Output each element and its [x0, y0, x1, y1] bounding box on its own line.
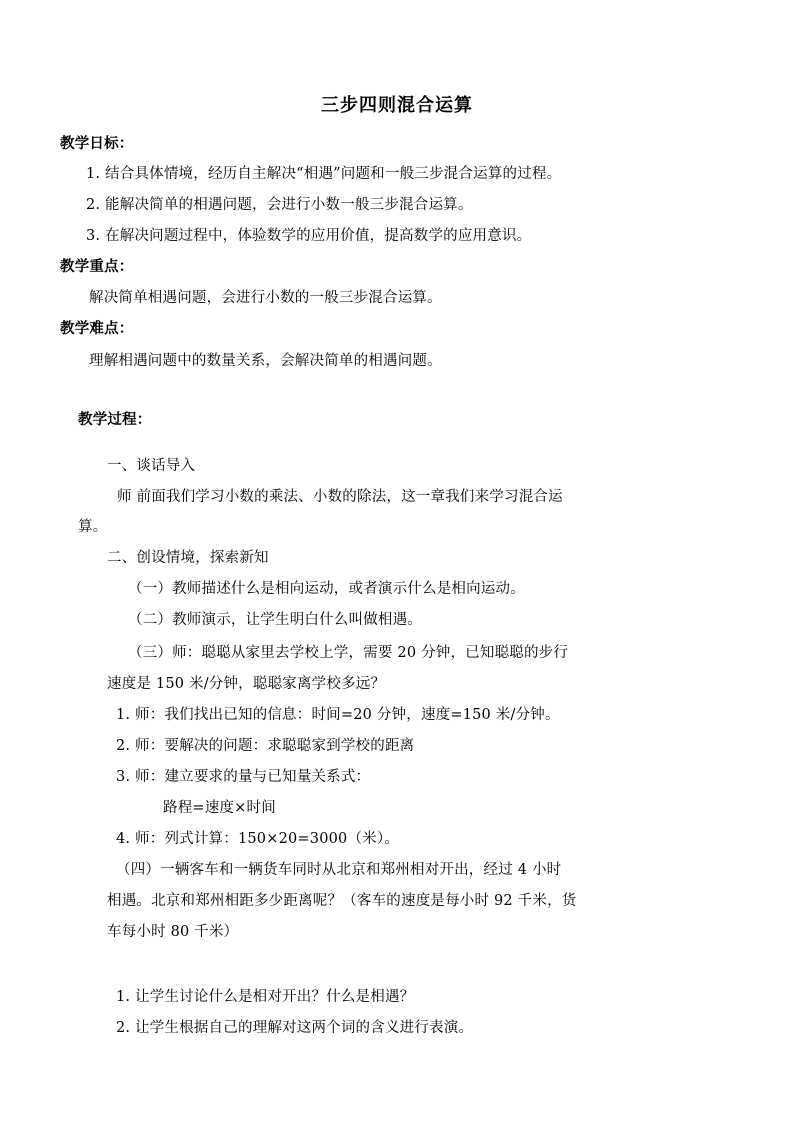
objective-item-2: 2. 能解决简单的相遇问题，会进行小数一般三步混合运算。	[86, 197, 473, 213]
section2-paragraph-4-line-1: （四）一辆客车和一辆货车同时从北京和郑州相对开出，经过 4 小时	[116, 862, 562, 878]
objective-item-1: 1. 结合具体情境，经历自主解决“相遇”问题和一般三步混合运算的过程。	[86, 166, 562, 182]
section2-paragraph-1: （一）教师描述什么是相向运动，或者演示什么是相向运动。	[128, 581, 525, 597]
section2-paragraph-4-line-2: 相遇。北京和郑州相距多少距离呢？（客车的速度是每小时 92 千米，货	[107, 893, 577, 909]
discussion-item-2: 2. 让学生根据自己的理解对这两个词的含义进行表演。	[116, 1020, 474, 1036]
section2-title: 二、创设情境，探索新知	[107, 550, 269, 566]
section2-paragraph-3-line-2: 速度是 150 米/分钟，聪聪家离学校多远？	[107, 676, 386, 692]
step-3: 3. 师：建立要求的量与已知量关系式：	[116, 769, 371, 785]
document-title: 三步四则混合运算	[321, 95, 473, 116]
section2-paragraph-3-line-1: （三）师：聪聪从家里去学校上学，需要 20 分钟，已知聪聪的步行	[128, 645, 569, 661]
section1-line-2: 算。	[78, 519, 108, 535]
formula: 路程=速度×时间	[163, 800, 276, 816]
key-points-heading: 教学重点：	[60, 258, 134, 275]
objective-item-3: 3. 在解决问题过程中，体验数学的应用价值，提高数学的应用意识。	[86, 228, 532, 244]
objectives-heading: 教学日标：	[60, 135, 134, 152]
step-2: 2. 师：要解决的问题：求聪聪家到学校的距离	[116, 738, 415, 754]
process-heading: 教学过程：	[78, 411, 152, 428]
difficulties-text: 理解相遇问题中的数量关系，会解决简单的相遇问题。	[89, 353, 442, 369]
section2-paragraph-2: （二）教师演示，让学生明白什么叫做相遇。	[128, 612, 422, 628]
section2-paragraph-4-line-3: 车每小时 80 千米）	[107, 924, 239, 940]
section1-title: 一、谈话导入	[107, 458, 196, 474]
step-4: 4. 师：列式计算：150×20=3000（米）。	[116, 831, 400, 847]
key-points-text: 解决简单相遇问题，会进行小数的一般三步混合运算。	[89, 290, 442, 306]
difficulties-heading: 教学难点：	[60, 320, 134, 337]
discussion-item-1: 1. 让学生讨论什么是相对开出？什么是相遇？	[116, 989, 415, 1005]
step-1: 1. 师：我们找出已知的信息：时间=20 分钟，速度=150 米/分钟。	[116, 707, 560, 723]
section1-line-1: 师 前面我们学习小数的乘法、小数的除法，这一章我们来学习混合运	[117, 489, 563, 505]
